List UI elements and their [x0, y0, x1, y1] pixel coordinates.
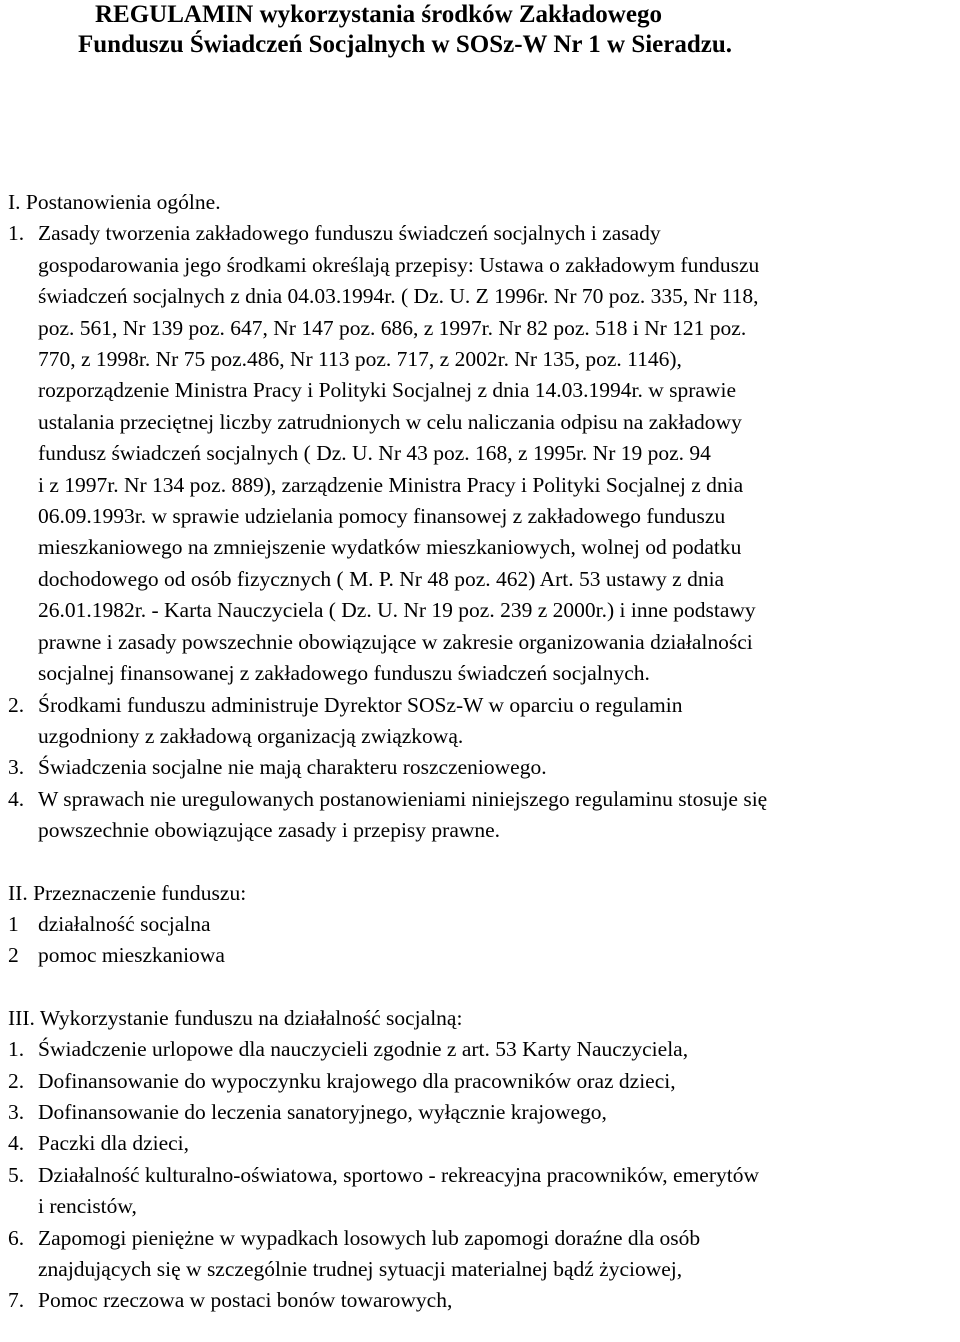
text-line: pomoc mieszkaniowa: [38, 943, 225, 968]
section-heading-social-activity: III. Wykorzystanie funduszu na działalność socjalną:: [8, 1005, 463, 1030]
item-text: [38, 1097, 953, 1128]
text-line: poz. 561, Nr 139 poz. 647, Nr 147 poz. 686, z 1997r. Nr 82 poz. 518 i Nr 121 poz.: [38, 315, 747, 340]
text-line: Środkami funduszu administruje Dyrektor SOSz-W w oparciu o regulamin: [38, 692, 683, 717]
item-text: [38, 909, 953, 940]
spacer: [8, 972, 958, 1003]
text-line: Pomoc rzeczowa w postaci bonów towarowych,: [38, 1288, 453, 1313]
item-number: 7.: [8, 1288, 25, 1313]
text-line: działalność socjalna: [38, 911, 211, 936]
list-item: [8, 690, 958, 753]
item-number: 6.: [8, 1225, 25, 1250]
text-line: powszechnie obowiązujące zasady i przepisy prawne.: [38, 818, 501, 843]
document-title: [78, 0, 938, 60]
list-item: [8, 1097, 958, 1128]
list-item: [8, 940, 958, 971]
text-line: prawne i zasady powszechnie obowiązujące w zakresie organizowania działalności: [38, 629, 753, 654]
item-text: [38, 940, 953, 971]
text-line: gospodarowania jego środkami określają przepisy: Ustawa o zakładowym funduszu: [38, 252, 760, 277]
text-line: Działalność kulturalno-oświatowa, sportowo - rekreacyjna pracowników, emerytów: [38, 1162, 760, 1187]
title-line-1: REGULAMIN wykorzystania środków Zakładowego: [95, 1, 662, 28]
list-item: [8, 1223, 958, 1286]
text-line: ustalania przeciętnej liczby zatrudnionych w celu naliczania odpisu na zakładowy: [38, 409, 742, 434]
item-number: 2.: [8, 1068, 25, 1093]
list-item: [8, 218, 958, 689]
text-line: Dofinansowanie do leczenia sanatoryjnego, wyłącznie krajowego,: [38, 1099, 607, 1124]
text-line: Zasady tworzenia zakładowego funduszu świadczeń socjalnych i zasady: [38, 221, 661, 246]
text-line: i z 1997r. Nr 134 poz. 889), zarządzenie Ministra Pracy i Polityki Socjalnej z dnia: [38, 472, 744, 497]
item-number: 4.: [8, 1131, 25, 1156]
list-item: [8, 752, 958, 783]
item-text: [38, 1223, 953, 1286]
list-item: [8, 1160, 958, 1223]
text-line: rozporządzenie Ministra Pracy i Polityki Socjalnej z dnia 14.03.1994r. w sprawie: [38, 378, 736, 403]
item-text: [38, 218, 953, 689]
item-text: [38, 690, 953, 753]
list-item: [8, 909, 958, 940]
item-number: 5.: [8, 1162, 25, 1187]
document-body: [8, 187, 958, 1317]
list-item: [8, 784, 958, 847]
item-number: 1.: [8, 1037, 25, 1062]
text-line: dochodowego od osób fizycznych ( M. P. Nr 48 poz. 462) Art. 53 ustawy z dnia: [38, 566, 725, 591]
text-line: 06.09.1993r. w sprawie udzielania pomocy finansowej z zakładowego funduszu: [38, 504, 726, 529]
text-line: i rencistów,: [38, 1194, 137, 1219]
text-line: W sprawach nie uregulowanych postanowieniami niniejszego regulaminu stosuje się: [38, 786, 768, 811]
item-number: 3.: [8, 1099, 25, 1124]
list-item: [8, 1034, 958, 1065]
text-line: Paczki dla dzieci,: [38, 1131, 190, 1156]
text-line: mieszkaniowego na zmniejszenie wydatków mieszkaniowych, wolnej od podatku: [38, 535, 742, 560]
title-line-2: Funduszu Świadczeń Socjalnych w SOSz-W Nr 1 w Sieradzu.: [78, 31, 733, 58]
text-line: uzgodniony z zakładową organizacją związkową.: [38, 723, 464, 748]
item-number: 2: [8, 943, 19, 968]
item-text: [38, 1128, 953, 1159]
text-line: Świadczenie urlopowe dla nauczycieli zgodnie z art. 53 Karty Nauczyciela,: [38, 1037, 689, 1062]
text-line: świadczeń socjalnych z dnia 04.03.1994r. ( Dz. U. Z 1996r. Nr 70 poz. 335, Nr 118,: [38, 284, 759, 309]
item-text: [38, 784, 953, 847]
text-line: 770, z 1998r. Nr 75 poz.486, Nr 113 poz. 717, z 2002r. Nr 135, poz. 1146),: [38, 347, 682, 372]
item-text: [38, 1285, 953, 1316]
spacer: [8, 847, 958, 878]
item-number: 1: [8, 911, 19, 936]
section-heading-general-provisions: I. Postanowienia ogólne.: [8, 190, 221, 214]
text-line: 26.01.1982r. - Karta Nauczyciela ( Dz. U. Nr 19 poz. 239 z 2000r.) i inne podstawy: [38, 598, 756, 623]
item-text: [38, 1034, 953, 1065]
text-line: socjalnej finansowanej z zakładowego funduszu świadczeń socjalnych.: [38, 661, 650, 686]
item-text: [38, 752, 953, 783]
list-item: [8, 1066, 958, 1097]
text-line: fundusz świadczeń socjalnych ( Dz. U. Nr 43 poz. 168, z 1995r. Nr 19 poz. 94: [38, 441, 711, 466]
item-text: [38, 1066, 953, 1097]
item-number: 1.: [8, 221, 25, 246]
text-line: znajdujących się w szczególnie trudnej sytuacji materialnej bądź życiowej,: [38, 1257, 683, 1281]
text-line: Zapomogi pieniężne w wypadkach losowych lub zapomogi doraźne dla osób: [38, 1225, 701, 1250]
list-item: [8, 1128, 958, 1159]
section-heading-fund-purpose: II. Przeznaczenie funduszu:: [8, 880, 247, 905]
text-line: Świadczenia socjalne nie mają charakteru roszczeniowego.: [38, 755, 547, 780]
list-item: [8, 1285, 958, 1316]
item-number: 2.: [8, 692, 25, 717]
item-number: 4.: [8, 786, 25, 811]
item-number: 3.: [8, 755, 25, 780]
text-line: Dofinansowanie do wypoczynku krajowego dla pracowników oraz dzieci,: [38, 1068, 676, 1093]
item-text: [38, 1160, 953, 1223]
